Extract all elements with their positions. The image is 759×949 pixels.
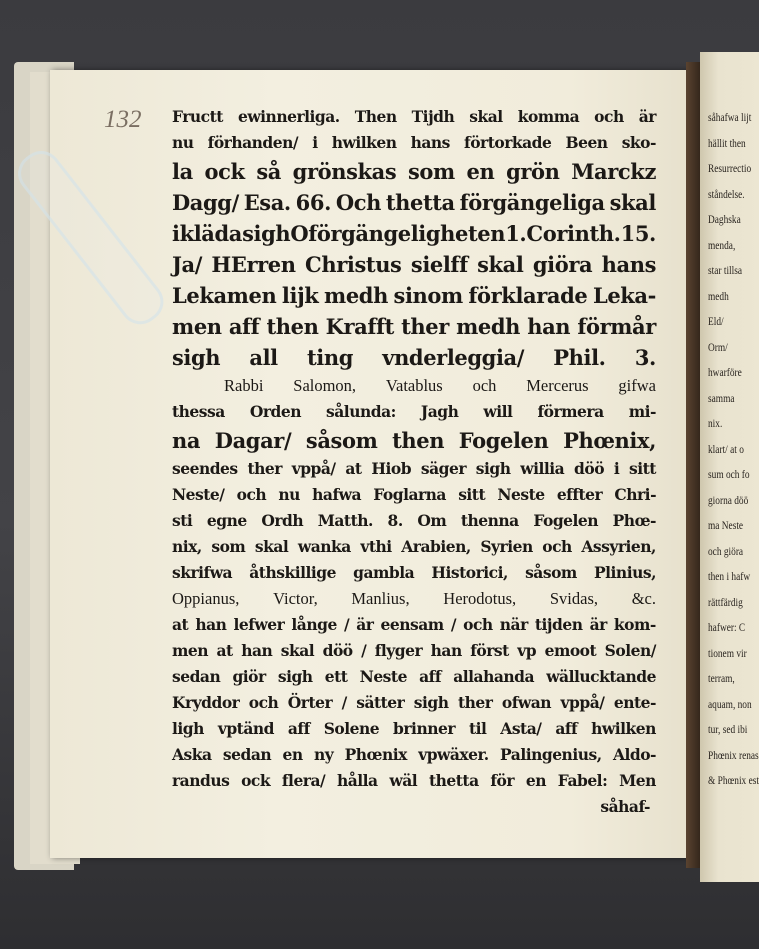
word: och <box>463 615 493 634</box>
word: sigh <box>277 667 313 686</box>
word: nu <box>278 485 300 504</box>
text-line <box>172 563 656 589</box>
word: hwilken <box>591 719 656 738</box>
word: Matth. <box>317 511 373 530</box>
word: komma <box>517 107 580 126</box>
word: Dagg/ <box>172 190 239 215</box>
facing-page-line: tionem vir <box>708 645 747 660</box>
word: giör <box>232 667 266 686</box>
word: thenna <box>460 511 519 530</box>
text-line <box>172 283 656 314</box>
word: thetta <box>385 190 455 215</box>
word: och <box>248 693 279 712</box>
word: Marckz <box>571 159 656 184</box>
word: Lekamen <box>172 283 277 308</box>
word: skal <box>469 107 503 126</box>
word: Oförgängeligheten <box>290 221 506 246</box>
word: Assyrien, <box>581 537 656 556</box>
facing-page-line: ma Neste <box>708 518 744 532</box>
facing-page-line: hwarföre <box>708 365 742 379</box>
word: Fogelen <box>533 511 599 530</box>
facing-page-line: såhafwa lijt <box>708 110 752 124</box>
word: wäl <box>389 771 418 790</box>
word: Corinth. <box>526 221 621 246</box>
word: förtorkade <box>464 133 552 152</box>
word: kom- <box>613 615 656 634</box>
facing-page-line: star tillsa <box>708 263 743 277</box>
facing-page-line: tur, sed ibi <box>708 722 748 736</box>
word: ther <box>247 459 282 478</box>
text-line <box>172 719 656 745</box>
text-line <box>172 641 656 667</box>
word: vthi <box>360 537 392 556</box>
word: effter <box>556 485 603 504</box>
catchword-text: såhaf- <box>600 797 650 816</box>
word: sigh <box>242 221 291 246</box>
word: Phœnix <box>344 745 407 764</box>
word: vppå/ <box>291 459 336 478</box>
facing-page-line: klart/ at o <box>708 441 744 456</box>
word: en <box>466 159 495 184</box>
word: / <box>341 693 347 712</box>
word: flera/ <box>281 771 326 790</box>
word: Solen/ <box>604 641 656 660</box>
word: Aska <box>172 745 212 764</box>
catchword <box>172 797 656 823</box>
word: Plinius, <box>594 563 656 582</box>
text-line <box>172 745 656 771</box>
word: vp <box>517 641 537 660</box>
word: han <box>430 641 462 660</box>
word: / <box>450 615 456 634</box>
word: / <box>361 641 367 660</box>
word: förhanden/ <box>207 133 299 152</box>
page-number: 132 <box>104 106 142 133</box>
word: wanka <box>297 537 351 556</box>
word: skal <box>477 252 524 277</box>
word: vptänd <box>217 719 274 738</box>
text-line <box>172 459 656 485</box>
word: men <box>172 641 209 660</box>
word: ting <box>307 345 354 370</box>
word: Fogelen <box>458 428 549 453</box>
text-line <box>172 345 656 376</box>
word: Christus <box>305 252 402 277</box>
word: nu <box>172 133 194 152</box>
word: är <box>589 615 607 634</box>
word: Chri- <box>614 485 656 504</box>
word: Historici, <box>431 563 508 582</box>
word: Salomon, <box>293 376 357 395</box>
word: giöra <box>532 252 593 277</box>
word: thetta <box>428 771 479 790</box>
word: skal <box>280 641 315 660</box>
word: Then <box>354 107 397 126</box>
word: Foglarna <box>373 485 446 504</box>
word: han <box>241 641 273 660</box>
word: sitt <box>628 459 656 478</box>
word: först <box>470 641 509 660</box>
word: Om <box>417 511 447 530</box>
word: wällucktande <box>546 667 656 686</box>
word: lijk <box>281 283 319 308</box>
body-text <box>172 107 656 823</box>
text-line <box>172 537 656 563</box>
word: at <box>345 459 362 478</box>
word: ente- <box>613 693 656 712</box>
word: gifwa <box>618 376 656 395</box>
word: sedan <box>222 745 272 764</box>
word: sko- <box>621 133 656 152</box>
word: Ordh <box>261 511 304 530</box>
word: grön <box>506 159 560 184</box>
facing-page-line: rättfärdig <box>708 594 743 609</box>
facing-page-line: och giöra <box>708 543 744 558</box>
word: Esa. <box>243 190 291 215</box>
word: Tijdh <box>411 107 455 126</box>
word: skal <box>254 537 289 556</box>
text-line <box>172 589 656 615</box>
word: mi- <box>628 402 656 421</box>
word: förmår <box>577 314 656 339</box>
text-line <box>172 221 656 252</box>
word: Fabel: <box>557 771 608 790</box>
word: såsom <box>305 428 378 453</box>
word: aff <box>419 667 442 686</box>
word: sti <box>172 511 193 530</box>
word: Mercerus <box>526 376 589 395</box>
word: Neste <box>359 667 407 686</box>
word: HErren <box>211 252 296 277</box>
word: hans <box>410 133 450 152</box>
word: en <box>525 771 546 790</box>
word: ligh <box>172 719 204 738</box>
word: Manlius, <box>351 589 410 608</box>
word: men <box>172 314 222 339</box>
word: Fructt <box>172 107 223 126</box>
text-line <box>172 159 656 190</box>
word: nix, <box>172 537 202 556</box>
word: sigh <box>475 459 511 478</box>
word: Men <box>619 771 656 790</box>
word: all <box>249 345 278 370</box>
word: i <box>312 133 318 152</box>
word: sigh <box>413 693 449 712</box>
text-line <box>172 314 656 345</box>
text-line <box>172 376 656 402</box>
facing-page-line: Phœnix renas <box>708 747 759 762</box>
word: allahanda <box>453 667 535 686</box>
word: seendes <box>172 459 238 478</box>
word: medh <box>324 283 388 308</box>
word: Örter <box>287 693 333 712</box>
word: &c. <box>631 589 656 608</box>
word: 1. <box>505 221 527 246</box>
word: hwilken <box>331 133 397 152</box>
word: lefwer <box>233 615 285 634</box>
word: gambla <box>353 563 415 582</box>
word: Neste <box>497 485 545 504</box>
word: Jagh <box>420 402 459 421</box>
word: ofwan <box>501 693 552 712</box>
facing-page-line: Orm/ <box>708 339 728 354</box>
text-line <box>172 485 656 511</box>
text-line <box>172 133 656 159</box>
word: Victor, <box>273 589 318 608</box>
word: Herodotus, <box>443 589 517 608</box>
word: Phil. <box>553 345 606 370</box>
word: vnderleggia/ <box>382 345 525 370</box>
word: långe <box>291 615 337 634</box>
word: Leka- <box>592 283 656 308</box>
word: ther <box>401 314 449 339</box>
word: Phœnix, <box>563 428 656 453</box>
facing-page-line: aquam, non <box>708 696 752 711</box>
text-line <box>172 402 656 428</box>
facing-page-line: Daghska <box>708 212 741 226</box>
text-line <box>172 190 656 221</box>
word: en <box>282 745 303 764</box>
word: hafwa <box>312 485 362 504</box>
facing-page-line: Resurrectio <box>708 161 752 175</box>
facing-page-line: ståndelse. <box>708 186 745 201</box>
word: skal <box>609 190 656 215</box>
word: hans <box>601 252 656 277</box>
word: han <box>527 314 571 339</box>
word: när <box>499 615 528 634</box>
text-line <box>172 693 656 719</box>
word: emoot <box>544 641 597 660</box>
word: skrifwa <box>172 563 233 582</box>
word: will <box>483 402 513 421</box>
word: then <box>266 314 319 339</box>
word: ock <box>204 159 245 184</box>
word: / <box>343 615 350 634</box>
word: döö <box>322 641 353 660</box>
word: Kryddor <box>172 693 240 712</box>
word: som <box>407 159 455 184</box>
word: är <box>638 107 656 126</box>
word: la <box>172 159 193 184</box>
word: aff <box>228 314 260 339</box>
word: Neste/ <box>172 485 225 504</box>
word: 8. <box>387 511 403 530</box>
word: til <box>468 719 487 738</box>
word: vppå/ <box>560 693 605 712</box>
facing-page-line: nix. <box>708 416 723 430</box>
word: för <box>490 771 515 790</box>
word: och <box>236 485 267 504</box>
word: Oppianus, <box>172 589 240 608</box>
word: som <box>211 537 246 556</box>
text-line <box>172 667 656 693</box>
word: sinom <box>393 283 463 308</box>
word: Krafft <box>325 314 394 339</box>
word: och <box>542 537 572 556</box>
word: at <box>216 641 233 660</box>
facing-page-line: then i hafw <box>708 569 751 583</box>
word: åthskillige <box>249 563 336 582</box>
word: Solene <box>323 719 380 738</box>
word: sielff <box>410 252 468 277</box>
text-line <box>172 428 656 459</box>
word: i <box>613 459 620 478</box>
word: willia <box>520 459 565 478</box>
word: vpwäxer. <box>418 745 489 764</box>
word: är <box>356 615 374 634</box>
word: ikläda <box>172 221 243 246</box>
word: ther <box>457 693 493 712</box>
word: sedan <box>172 667 221 686</box>
word: 66. <box>295 190 332 215</box>
word: egne <box>206 511 247 530</box>
word: medh <box>456 314 521 339</box>
text-line <box>172 107 656 133</box>
facing-page-edge <box>700 52 759 882</box>
word: såsom <box>525 563 577 582</box>
word: 3. <box>634 345 656 370</box>
word: Been <box>565 133 608 152</box>
word: ock <box>241 771 271 790</box>
facing-page-line: samma <box>708 390 735 405</box>
word: na <box>172 428 201 453</box>
word: at <box>172 615 189 634</box>
word: Rabbi <box>224 376 264 395</box>
facing-page-line: menda, <box>708 237 736 252</box>
facing-page-line: sum och fo <box>708 467 750 481</box>
word: Phœ- <box>612 511 656 530</box>
text-line <box>172 511 656 537</box>
word: tijden <box>534 615 583 634</box>
word: ewinnerliga. <box>237 107 340 126</box>
word: ny <box>313 745 334 764</box>
word: sätter <box>356 693 405 712</box>
word: förklarade <box>468 283 588 308</box>
word: brinner <box>393 719 456 738</box>
word: then <box>392 428 445 453</box>
word: och <box>472 376 497 395</box>
word: thessa <box>172 402 225 421</box>
word: sitt <box>458 485 486 504</box>
word: hålla <box>336 771 378 790</box>
word: Hiob <box>371 459 412 478</box>
word: Dagar/ <box>214 428 292 453</box>
word: förmera <box>537 402 604 421</box>
word: Arabien, <box>401 537 471 556</box>
text-line <box>172 252 656 283</box>
word: säger <box>420 459 466 478</box>
facing-page-line: & Phœnix est <box>708 773 759 787</box>
word: Palingenius, <box>500 745 602 764</box>
word: eensam <box>380 615 444 634</box>
word: sigh <box>172 345 221 370</box>
word: Vatablus <box>385 376 443 395</box>
word: Svidas, <box>549 589 598 608</box>
facing-page-line: Eld/ <box>708 314 724 328</box>
word: aff <box>287 719 310 738</box>
word: 15. <box>620 221 656 246</box>
word: sålunda: <box>326 402 396 421</box>
word: och <box>594 107 624 126</box>
word: Ja/ <box>172 252 203 277</box>
word: Aldo- <box>612 745 656 764</box>
facing-page-line: medh <box>708 288 729 303</box>
word: Syrien <box>480 537 533 556</box>
facing-page-line: terram, <box>708 671 735 685</box>
word: grönskas <box>292 159 397 184</box>
text-line <box>172 771 656 797</box>
facing-page-line: hafwer: C <box>708 620 746 634</box>
word: han <box>195 615 227 634</box>
word: förgängeliga <box>459 190 605 215</box>
word: Asta/ <box>500 719 542 738</box>
word: ett <box>324 667 348 686</box>
facing-page-line: hällit then <box>708 135 746 150</box>
word: så <box>256 159 281 184</box>
word: aff <box>555 719 578 738</box>
word: Orden <box>249 402 301 421</box>
text-line <box>172 615 656 641</box>
facing-page-line: giorna döö <box>708 492 749 507</box>
word: döö <box>574 459 605 478</box>
word: flyger <box>374 641 423 660</box>
word: Och <box>335 190 381 215</box>
word: randus <box>172 771 230 790</box>
